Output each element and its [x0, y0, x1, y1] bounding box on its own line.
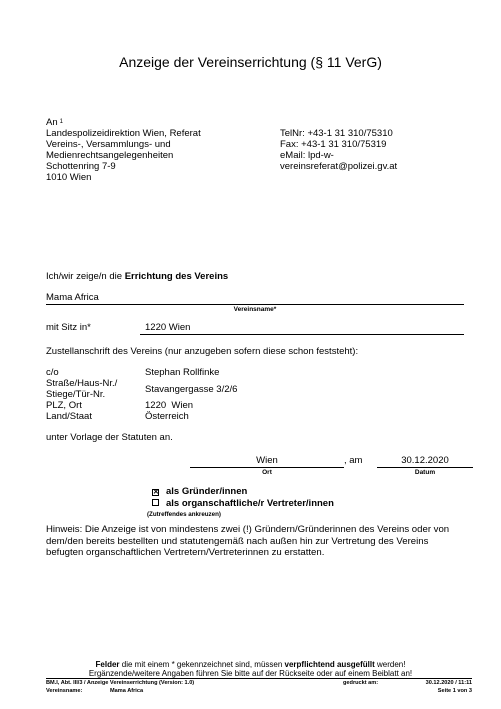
footer-printed-value: 30.12.2020 / 11:11 [425, 680, 472, 686]
seat-line [140, 334, 464, 335]
roles-hint: (Zutreffendes ankreuzen) [147, 511, 221, 518]
recipient-line: Landespolizeidirektion Wien, Referat [46, 128, 201, 139]
recipient-line: Medienrechtsangelegenheiten [46, 150, 174, 161]
statutes-text: unter Vorlage der Statuten an. [46, 432, 173, 443]
declaration-bold: Errichtung des Vereins [124, 271, 229, 282]
contact-fax: Fax: +43-1 31 310/75319 [280, 139, 387, 150]
delivery-value-country[interactable]: Österreich [145, 411, 189, 422]
association-name-line [46, 304, 464, 305]
founders-option[interactable] [152, 486, 247, 497]
an-label: An [46, 117, 58, 128]
date-caption: Datum [414, 469, 436, 476]
contact-email-line1: eMail: lpd-w- [280, 150, 334, 161]
founders-label: als Gründer/innen [166, 486, 248, 497]
declaration: Ich/wir zeige/n die Errichtung des Vereins [46, 271, 229, 282]
footer-form-id: BM.I, Abt. III/3 / Anzeige Vereinserrichtung (Version: 1.0) [46, 680, 195, 686]
delivery-label-co: c/o [46, 367, 59, 378]
delivery-heading: Zustellanschrift des Vereins (nur anzugeben sofern diese schon feststeht): [46, 346, 359, 357]
date-value[interactable]: 30.12.2020 [401, 455, 449, 466]
delivery-label-street: Straße/Haus-Nr./ Stiege/Tür-Nr. [46, 378, 118, 400]
footer-printed-label: gedruckt am: [343, 680, 379, 686]
seat-value[interactable]: 1220 Wien [145, 322, 191, 333]
officers-checkbox[interactable] [152, 499, 159, 506]
place-caption: Ort [262, 469, 272, 476]
footer-divider [46, 678, 472, 679]
contact-block [280, 128, 397, 172]
recipient-line: Schottenring 7-9 [46, 161, 116, 172]
delivery-label-plz: PLZ, Ort [46, 400, 82, 411]
hinweis-text: Hinweis: Die Anzeige ist von mindestens zwei (!) Gründern/Gründerinnen des Vereins oder von dem/den bereits bestellten und statutengemäß nach außen hin zur Vertretung des Vereins befugten organschaftlichen Vertretern/Vertreterinnen zu erstatten. [46, 524, 450, 558]
footer-note-2: Ergänzende/weitere Angaben führen Sie bitte auf der Rückseite oder auf einem Beiblatt an! [88, 669, 413, 678]
am-label: , am [344, 455, 363, 466]
delivery-value-co[interactable]: Stephan Rollfinke [145, 367, 220, 378]
association-name-value[interactable]: Mama Africa [46, 292, 99, 303]
place-value[interactable]: Wien [256, 455, 278, 466]
contact-phone: TelNr: +43-1 31 310/75310 [280, 128, 393, 139]
place-line [190, 467, 344, 468]
contact-email-line2: vereinsreferat@polizei.gv.at [280, 161, 398, 172]
recipient-line: 1010 Wien [46, 172, 92, 183]
footer-vn-label: Vereinsname: [46, 688, 83, 694]
delivery-label-country: Land/Staat [46, 411, 92, 422]
footer-vn-value: Mama Africa [110, 688, 144, 694]
page-title: Anzeige der Vereinserrichtung (§ 11 VerG) [119, 54, 382, 70]
delivery-value-plz[interactable]: 1220 Wien [145, 400, 194, 411]
recipient-line: Vereins-, Versammlungs- und [46, 139, 171, 150]
delivery-value-street[interactable]: Stavangergasse 3/2/6 [145, 384, 238, 395]
footnote-marker: 1 [59, 119, 63, 125]
founders-checkbox[interactable]: ✕ [153, 489, 159, 496]
date-line [377, 467, 473, 468]
association-name-caption: Vereinsname* [233, 306, 277, 313]
recipient-block [46, 117, 201, 183]
footer-note-1: Felder die mit einem * gekennzeichnet sind, müssen verpflichtend ausgefüllt werden! [95, 660, 406, 669]
officers-option[interactable] [152, 498, 334, 509]
officers-label: als organschaftliche/r Vertreter/innen [166, 498, 334, 509]
seat-label: mit Sitz in* [46, 322, 91, 333]
footer-page: Seite 1 von 3 [437, 688, 472, 694]
